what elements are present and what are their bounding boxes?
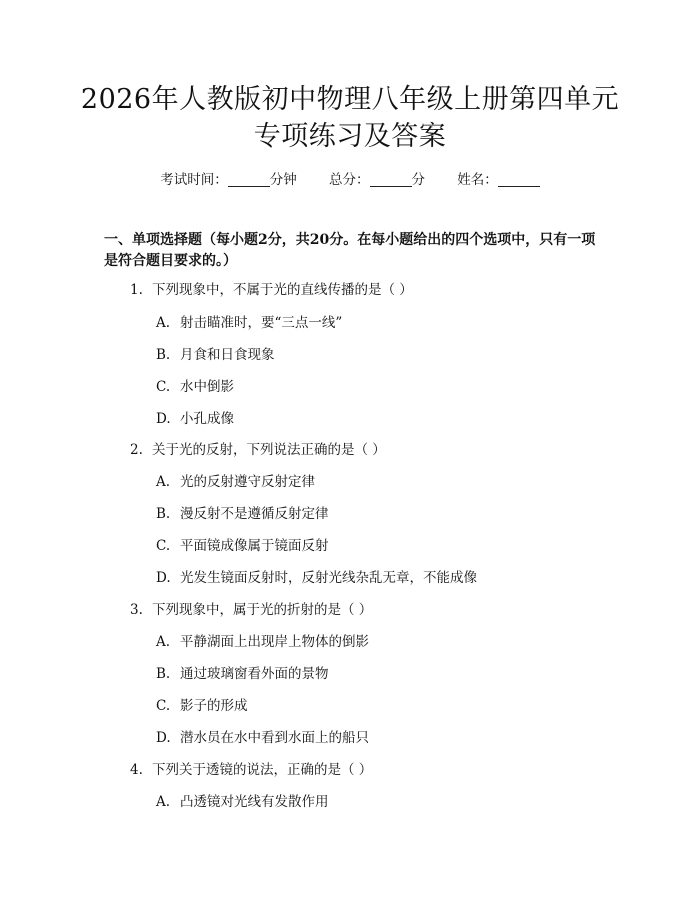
option-label: D. <box>156 411 171 427</box>
section-1-heading: 一、单项选择题（每小题2分，共20分。在每小题给出的四个选项中，只有一项是符合题目要求的。） <box>104 232 596 269</box>
question-3-option-b[interactable] <box>156 665 329 683</box>
option-label: C. <box>156 538 171 554</box>
question-number: 4. <box>130 762 143 778</box>
question-number: 2. <box>130 442 143 458</box>
exam-time-unit: 分钟 <box>269 172 297 188</box>
option-text: 月食和日食现象 <box>180 347 275 363</box>
exam-info-row <box>0 168 700 188</box>
question-3-option-c[interactable] <box>156 697 248 715</box>
option-text: 光的反射遵守反射定律 <box>180 474 315 490</box>
option-text: 潜水员在水中看到水面上的船只 <box>180 730 369 746</box>
question-text: 下列现象中，属于光的折射的是（ ） <box>152 602 373 618</box>
option-label: B. <box>156 347 171 363</box>
option-label: C. <box>156 379 171 395</box>
name-blank[interactable] <box>498 172 540 187</box>
total-score-blank[interactable] <box>370 172 412 187</box>
option-label: D. <box>156 730 171 746</box>
exam-title-line-2: 专项练习及答案 <box>253 121 447 152</box>
question-2 <box>130 441 386 459</box>
option-label: C. <box>156 698 171 714</box>
question-number: 1. <box>130 282 143 298</box>
question-2-option-d[interactable] <box>156 569 477 587</box>
question-4-option-a[interactable] <box>156 793 329 811</box>
question-1-option-d[interactable] <box>156 410 234 428</box>
question-2-option-c[interactable] <box>156 537 329 555</box>
option-label: B. <box>156 506 171 522</box>
question-text: 下列现象中，不属于光的直线传播的是（ ） <box>152 282 413 298</box>
name-label: 姓名： <box>457 172 498 188</box>
option-label: A. <box>156 794 171 810</box>
question-2-option-a[interactable] <box>156 473 315 491</box>
option-label: A. <box>156 634 171 650</box>
total-score-field <box>329 168 425 188</box>
option-label: A. <box>156 315 171 331</box>
question-3-option-d[interactable] <box>156 729 369 747</box>
option-text: 平面镜成像属于镜面反射 <box>180 538 329 554</box>
question-number: 3. <box>130 602 143 618</box>
option-text: 影子的形成 <box>180 698 248 714</box>
option-text: 通过玻璃窗看外面的景物 <box>180 666 329 682</box>
option-text: 平静湖面上出现岸上物体的倒影 <box>180 634 369 650</box>
total-score-label: 总分： <box>329 172 370 188</box>
question-text: 下列关于透镜的说法，正确的是（ ） <box>152 762 373 778</box>
option-text: 射击瞄准时，要“三点一线” <box>180 315 343 331</box>
question-text: 关于光的反射，下列说法正确的是（ ） <box>152 442 386 458</box>
option-label: B. <box>156 666 171 682</box>
question-1-option-c[interactable] <box>156 378 234 396</box>
name-field <box>457 168 540 188</box>
option-label: D. <box>156 570 171 586</box>
question-1 <box>130 281 413 299</box>
question-3-option-a[interactable] <box>156 633 369 651</box>
exam-time-field <box>160 168 297 188</box>
question-4 <box>130 761 372 779</box>
question-1-option-a[interactable] <box>156 314 342 332</box>
exam-title-line-1: 2026年人教版初中物理八年级上册第四单元 <box>80 84 620 115</box>
total-score-unit: 分 <box>411 172 425 188</box>
option-text: 凸透镜对光线有发散作用 <box>180 794 329 810</box>
question-3 <box>130 601 372 619</box>
option-text: 小孔成像 <box>180 411 234 427</box>
exam-time-label: 考试时间： <box>160 172 228 188</box>
option-text: 光发生镜面反射时，反射光线杂乱无章，不能成像 <box>180 570 477 586</box>
option-text: 漫反射不是遵循反射定律 <box>180 506 329 522</box>
option-text: 水中倒影 <box>180 379 234 395</box>
question-2-option-b[interactable] <box>156 505 329 523</box>
exam-time-blank[interactable] <box>228 172 270 187</box>
option-label: A. <box>156 474 171 490</box>
question-1-option-b[interactable] <box>156 346 275 364</box>
